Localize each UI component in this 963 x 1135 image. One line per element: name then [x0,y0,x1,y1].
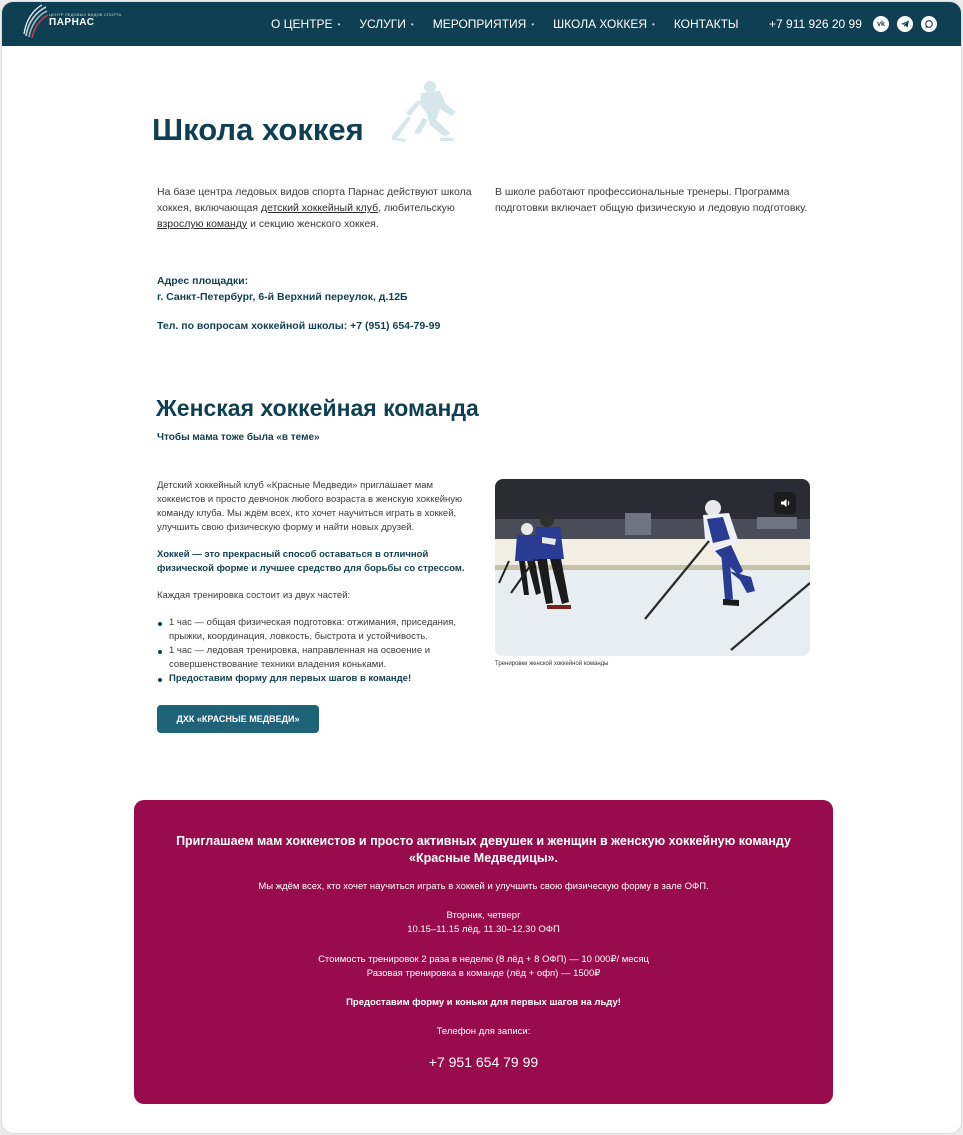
promo-price-monthly: Стоимость тренировок 2 раза в неделю (8 лёд + 8 ОФП) — 10 000₽/ месяц [318,954,649,965]
dropdown-dot-icon: • [531,19,535,29]
logo-mark-icon [22,4,48,42]
promo-title [134,833,833,867]
sound-toggle-button[interactable] [774,492,796,514]
intro-text: , любительскую [378,202,455,214]
speaker-icon [780,498,791,508]
vk-icon[interactable]: vk [873,16,889,32]
nav-item-hockey-school[interactable] [553,17,655,31]
list-item: 1 час — ледовая тренировка, направленная на освоение и совершенствование техники владения коньками. [157,644,477,672]
red-bears-button[interactable]: ДХК «КРАСНЫЕ МЕДВЕДИ» [157,705,319,733]
dropdown-dot-icon: • [652,19,655,29]
page-frame [1,1,962,1134]
nav-item-services[interactable] [359,17,413,31]
video-frame [495,479,810,656]
hockey-player-icon [390,78,480,146]
logo-name: ПАРНАС [49,17,95,28]
promo-times: 10.15–11.15 лёд, 11.30–12.30 ОФП [407,924,560,935]
nav-item-contacts[interactable] [674,17,739,31]
video-caption: Тренировки женской хоккейной команды [495,661,609,667]
list-item: Предоставим форму для первых шагов в команде! [157,672,477,686]
promo-price-single: Разовая тренировка в команде (лёд + офп) — 1500₽ [366,968,601,979]
social-links [873,16,945,32]
whatsapp-icon[interactable] [921,16,937,32]
intro-text-left [157,184,477,232]
address-label: Адрес площадки: [157,275,249,287]
intro-text-right: В школе работают профессиональные тренеры. Программа подготовки включает общую физическую и ледовую подготовку. [495,186,808,214]
promo-uniform: Предоставим форму и коньки для первых шагов на льду! [346,997,621,1008]
promo-phone-label: Телефон для записи: [436,1026,531,1037]
women-team-description [157,479,477,686]
nav-item-about[interactable] [271,17,340,31]
school-phone: Тел. по вопросам хоккейной школы: +7 (951) 654-79-99 [157,320,441,332]
nav-label: КОНТАКТЫ [673,17,739,31]
nav-label: ШКОЛА ХОККЕЯ [553,17,647,31]
header-phone-link[interactable]: +7 911 926 20 99 [769,17,862,31]
promo-banner [134,800,833,1104]
nav-label: УСЛУГИ [359,17,406,31]
promo-title-line: Приглашаем мам хоккеистов и просто активных девушек и женщин в женскую хоккейную команду [176,834,791,848]
promo-intro: Мы ждём всех, кто хочет научиться играть в хоккей и улучшить свою физическую форму в зале ОФП. [258,881,709,892]
intro-text: На базе центра ледовых видов спорта Парнас действуют школа хоккея, включающая [157,186,472,214]
promo-phone-link[interactable]: +7 951 654 79 99 [428,1054,539,1070]
dropdown-dot-icon: • [337,19,341,29]
logo[interactable] [22,4,122,44]
highlight-paragraph: Хоккей — это прекрасный способ оставаться в отличной физической форме и лучшее средство для борьбы со стрессом. [157,549,465,574]
training-list [157,616,477,686]
promo-title-line: «Красные Медведицы». [409,851,558,865]
paragraph: Детский хоккейный клуб «Красные Медведи» приглашает мам хоккеистов и просто девчонок любого возраста в женскую хоккейную команду клуба. Мы ждём всех, кто хочет научиться играть в хоккей, улучшить свою физическую форму и найти новых друзей. [157,480,463,533]
address-value: г. Санкт-Петербург, 6-й Верхний переулок, д.12Б [157,291,408,303]
intro-text: и секцию женского хоккея. [247,218,379,230]
nav-label: МЕРОПРИЯТИЯ [432,17,527,31]
logo-tagline: ЦЕНТР ЛЕДОВЫХ ВИДОВ СПОРТА [49,12,122,17]
paragraph: Каждая тренировка состоит из двух частей: [157,590,351,601]
section-title: Женская хоккейная команда [156,395,479,421]
nav-item-events[interactable] [433,17,534,31]
telegram-icon[interactable] [897,16,913,32]
list-item: 1 час — общая физическая подготовка: отжимания, приседания, прыжки, координация, ловкость, быстрота и устойчивость. [157,616,477,644]
adult-team-link[interactable]: взрослую команду [157,218,248,230]
dropdown-dot-icon: • [410,19,414,29]
promo-days: Вторник, четверг [446,910,521,921]
nav-label: О ЦЕНТРЕ [271,17,333,31]
address-block [157,273,408,305]
kids-club-link[interactable]: детский хоккейный клуб [260,202,379,214]
page-title: Школа хоккея [152,112,364,147]
training-video[interactable] [495,479,810,656]
main-nav [271,17,758,31]
section-subtitle: Чтобы мама тоже была «в теме» [157,432,320,443]
top-navbar [2,2,962,46]
